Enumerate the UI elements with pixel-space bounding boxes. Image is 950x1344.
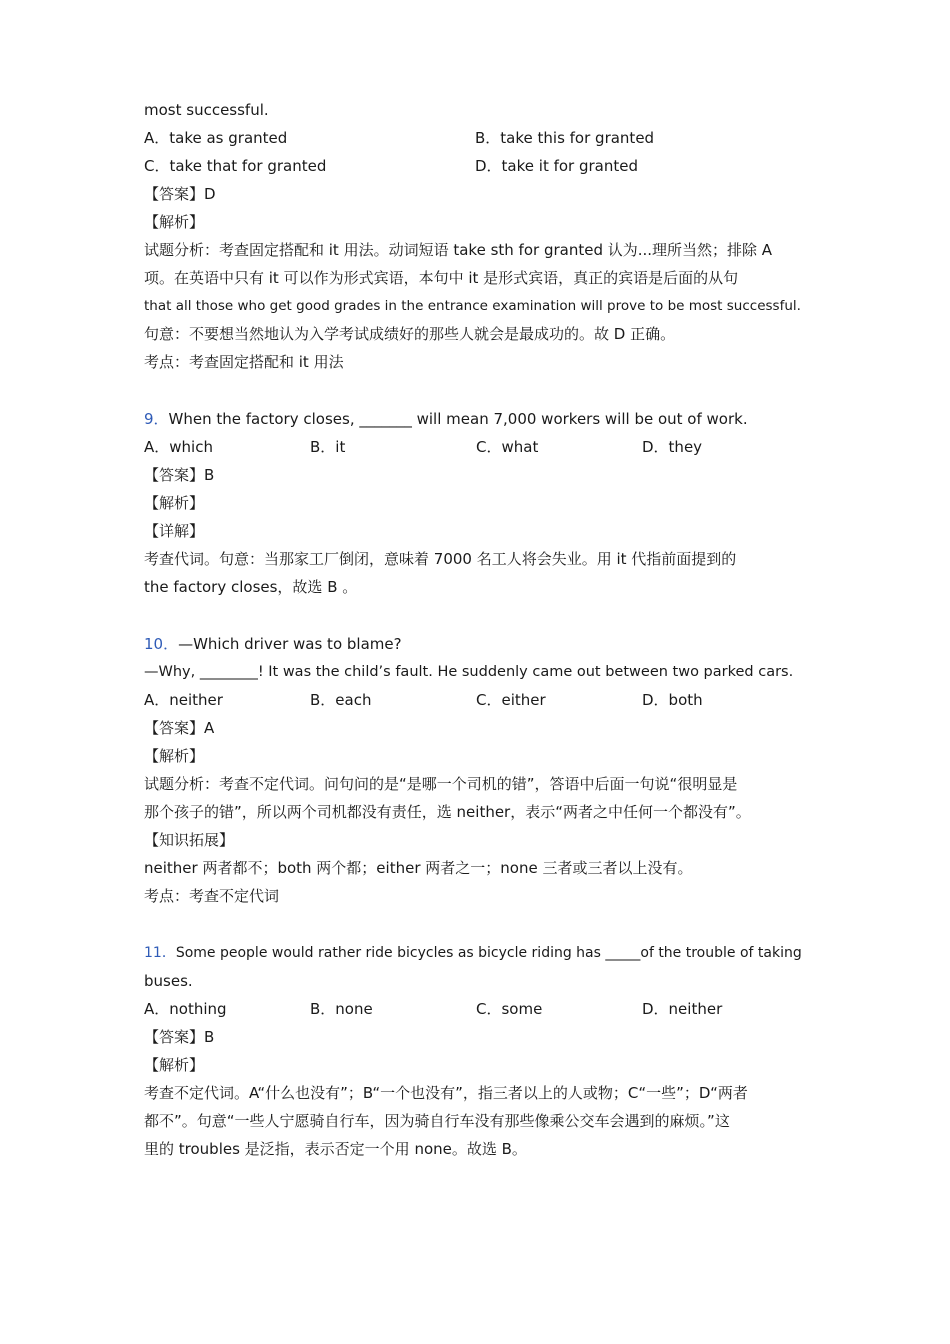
q10-option-a: A．neither bbox=[144, 691, 223, 709]
q8-analysis-line: 句意：不要想当然地认为入学考试成绩好的那些人就会是最成功的。故 D 正确。 bbox=[144, 325, 676, 343]
q11-stem: Some people would rather ride bicycles as bicycle riding has _____of the trouble of taking bbox=[175, 945, 802, 961]
q10-stem-line bbox=[144, 630, 809, 658]
q8-option-c: C．take that for granted bbox=[144, 157, 327, 175]
q11-option-c: C．some bbox=[476, 1000, 543, 1018]
q11-analysis-line: 考查不定代词。A“什么也没有”；B“一个也没有”，指三者以上的人或物；C“一些”；D“两者 bbox=[144, 1084, 748, 1102]
q9-analysis-head: 【解析】 bbox=[144, 494, 205, 512]
q8-options-row-2 bbox=[144, 152, 809, 180]
q9-detail-head: 【详解】 bbox=[144, 522, 205, 540]
q8-option-b: B．take this for granted bbox=[475, 129, 655, 147]
q10-stem-line-2: —Why, ________! It was the child’s fault. He suddenly came out between two parked cars. bbox=[144, 664, 794, 680]
q11-answer: 【答案】B bbox=[144, 1028, 215, 1046]
q9-stem-line bbox=[144, 405, 809, 433]
q9-option-d: D．they bbox=[642, 438, 703, 456]
q9-option-c: C．what bbox=[476, 438, 539, 456]
q9-stem: When the factory closes, _______ will mean 7,000 workers will be out of work. bbox=[168, 410, 748, 428]
q10-options-row bbox=[144, 686, 809, 714]
q9-answer: 【答案】B bbox=[144, 466, 215, 484]
q8-analysis-line: 项。在英语中只有 it 可以作为形式宾语，本句中 it 是形式宾语，真正的宾语是后面的从句 bbox=[144, 269, 739, 287]
q9-option-b: B．it bbox=[310, 438, 346, 456]
q11-number: 11． bbox=[144, 945, 176, 961]
q9-options-row bbox=[144, 433, 809, 461]
q11-options-row bbox=[144, 995, 809, 1023]
q10-analysis-line: 试题分析：考查不定代词。问句问的是“是哪一个司机的错”，答语中后面一句说“很明显是 bbox=[144, 775, 738, 793]
q10-stem: —Which driver was to blame? bbox=[178, 635, 402, 653]
q8-answer: 【答案】D bbox=[144, 185, 216, 203]
q10-number: 10． bbox=[144, 635, 179, 653]
q8-stem-tail: most successful. bbox=[144, 101, 269, 119]
q10-option-c: C．either bbox=[476, 691, 546, 709]
q11-stem-line bbox=[144, 939, 809, 967]
q8-option-a: A．take as granted bbox=[144, 129, 288, 147]
q10-option-b: B．each bbox=[310, 691, 372, 709]
q11-analysis-head: 【解析】 bbox=[144, 1056, 205, 1074]
q11-option-b: B．none bbox=[310, 1000, 373, 1018]
q9-number: 9． bbox=[144, 410, 169, 428]
q10-extension-line: neither 两者都不；both 两个都；either 两者之一；none 三者或三者以上没有。 bbox=[144, 859, 693, 877]
q11-stem-line-2: buses. bbox=[144, 972, 193, 990]
q11-option-a: A．nothing bbox=[144, 1000, 227, 1018]
q11-analysis-line: 里的 troubles 是泛指，表示否定一个用 none。故选 B。 bbox=[144, 1140, 527, 1158]
document-page bbox=[144, 96, 809, 1163]
q10-option-d: D．both bbox=[642, 691, 703, 709]
q10-analysis-line: 那个孩子的错”，所以两个司机都没有责任，选 neither，表示“两者之中任何一个都没有”。 bbox=[144, 803, 751, 821]
q11-option-d: D．neither bbox=[642, 1000, 723, 1018]
q10-extension-head: 【知识拓展】 bbox=[144, 831, 235, 849]
q9-detail-line: the factory closes，故选 B 。 bbox=[144, 578, 358, 596]
q8-analysis-line: 试题分析：考查固定搭配和 it 用法。动词短语 take sth for granted 认为...理所当然；排除 A bbox=[144, 241, 773, 259]
q11-analysis-line: 都不”。句意“一些人宁愿骑自行车，因为骑自行车没有那些像乘公交车会遇到的麻烦。”这 bbox=[144, 1112, 730, 1130]
q8-point: 考点：考查固定搭配和 it 用法 bbox=[144, 353, 344, 371]
q8-options-row-1 bbox=[144, 124, 809, 152]
q9-option-a: A．which bbox=[144, 438, 213, 456]
q10-point: 考点：考查不定代词 bbox=[144, 887, 280, 905]
q8-analysis-line: that all those who get good grades in the entrance examination will prove to be most successful. bbox=[144, 298, 801, 314]
q8-analysis-head: 【解析】 bbox=[144, 213, 205, 231]
q10-analysis-head: 【解析】 bbox=[144, 747, 205, 765]
q8-option-d: D．take it for granted bbox=[475, 157, 639, 175]
q9-detail-line: 考查代词。句意：当那家工厂倒闭，意味着 7000 名工人将会失业。用 it 代指前面提到的 bbox=[144, 550, 737, 568]
q10-answer: 【答案】A bbox=[144, 719, 215, 737]
